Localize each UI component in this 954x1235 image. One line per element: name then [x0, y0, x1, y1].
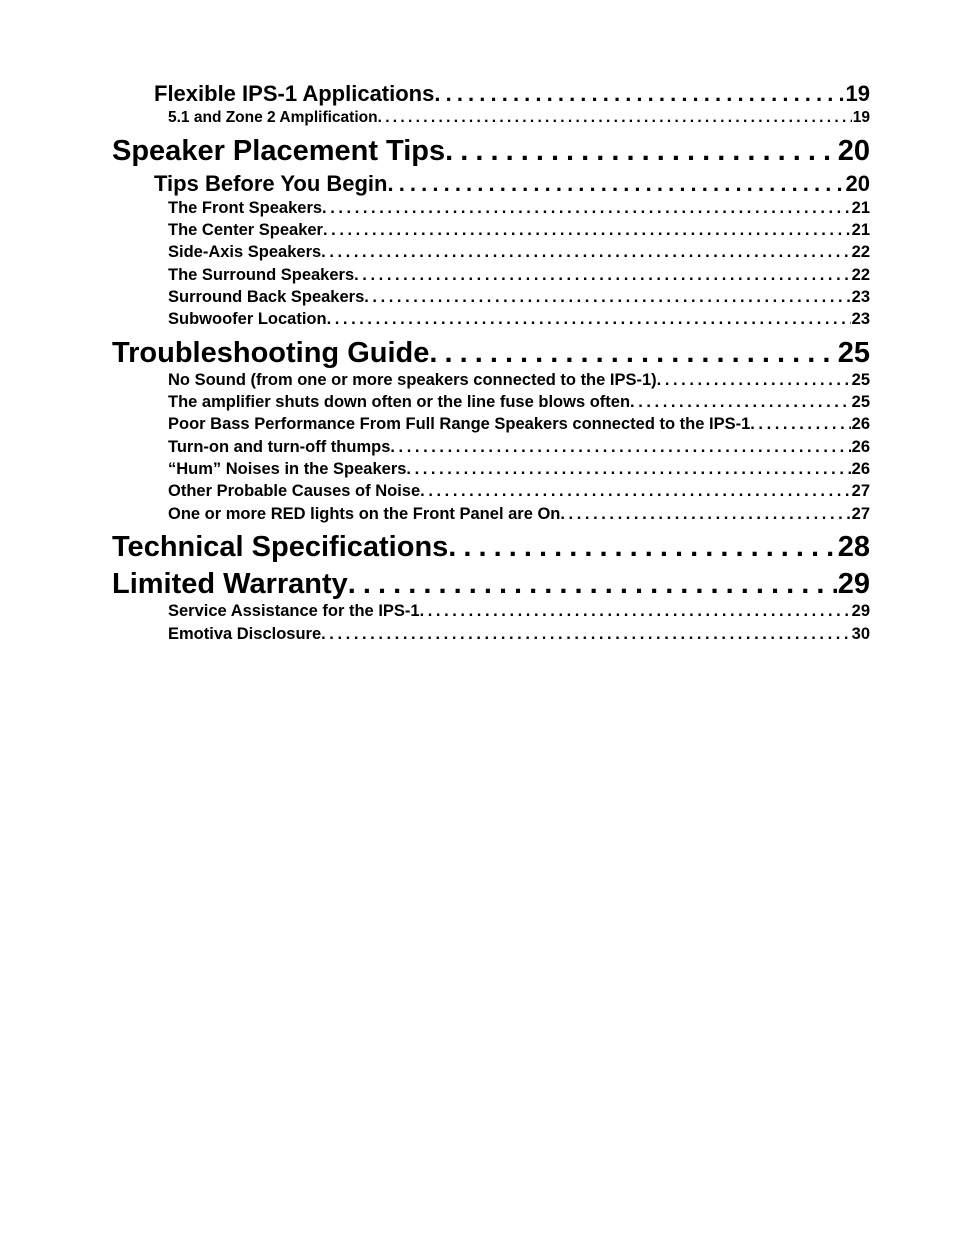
toc-entry-title: The amplifier shuts down often or the line fuse blows often [168, 393, 631, 411]
toc-dot-leader [323, 219, 851, 241]
toc-dot-leader [378, 107, 852, 129]
toc-entry-title: Surround Back Speakers [168, 288, 365, 306]
toc-entry-technical-specifications[interactable] [112, 529, 870, 565]
toc-dot-leader [387, 170, 844, 198]
toc-dot-leader [750, 413, 850, 435]
toc-entry-page: 22 [851, 243, 870, 261]
toc-entry-page: 22 [851, 266, 870, 284]
toc-dot-leader [429, 335, 836, 371]
toc-dot-leader [560, 503, 850, 525]
toc-entry-no-sound[interactable] [168, 369, 870, 391]
toc-entry-title: Turn-on and turn-off thumps [168, 438, 391, 456]
toc-entry-title: Technical Specifications [112, 531, 449, 563]
toc-dot-leader [448, 529, 836, 565]
toc-entry-page: 23 [851, 288, 870, 306]
toc-entry-troubleshooting-guide[interactable] [112, 335, 870, 371]
toc-entry-title: Troubleshooting Guide [112, 337, 430, 369]
toc-entry-title: The Surround Speakers [168, 266, 355, 284]
toc-entry-page: 30 [851, 625, 870, 643]
toc-entry-title: Limited Warranty [112, 568, 348, 600]
toc-dot-leader [348, 566, 837, 602]
toc-entry-5-1-zone-2-amplification[interactable] [168, 107, 870, 129]
toc-entry-limited-warranty[interactable] [112, 566, 870, 602]
toc-entry-other-causes-of-noise[interactable] [168, 480, 870, 502]
toc-entry-amplifier-shuts-down[interactable] [168, 391, 870, 413]
toc-entry-page: 29 [851, 602, 870, 620]
toc-entry-title: No Sound (from one or more speakers connected to the IPS-1) [168, 371, 657, 389]
toc-entry-page: 27 [851, 482, 870, 500]
toc-entry-title: Service Assistance for the IPS-1 [168, 602, 420, 620]
toc-entry-page: 23 [851, 310, 870, 328]
toc-entry-subwoofer-location[interactable] [168, 308, 870, 330]
toc-entry-title: The Center Speaker [168, 221, 323, 239]
toc-entry-page: 25 [837, 337, 870, 369]
toc-entry-page: 25 [851, 371, 870, 389]
toc-entry-title: Tips Before You Begin [154, 171, 388, 196]
toc-dot-leader [322, 197, 851, 219]
toc-entry-page: 19 [845, 81, 870, 106]
toc-entry-title: Subwoofer Location [168, 310, 327, 328]
toc-entry-surround-back-speakers[interactable] [168, 286, 870, 308]
toc-dot-leader [321, 623, 851, 645]
toc-entry-title: Speaker Placement Tips [112, 135, 446, 167]
toc-entry-page: 27 [851, 505, 870, 523]
toc-entry-page: 26 [851, 438, 870, 456]
toc-dot-leader [445, 133, 837, 169]
toc-entry-page: 20 [837, 135, 870, 167]
toc-dot-leader [630, 391, 851, 413]
toc-dot-leader [327, 308, 851, 330]
toc-entry-page: 26 [851, 460, 870, 478]
toc-entry-title: The Front Speakers [168, 199, 323, 217]
toc-entry-title: Side-Axis Speakers [168, 243, 322, 261]
toc-entry-page: 28 [837, 531, 870, 563]
toc-entry-service-assistance[interactable] [168, 600, 870, 622]
toc-dot-leader [321, 241, 850, 263]
toc-entry-title: Emotiva Disclosure [168, 625, 322, 643]
toc-entry-title: One or more RED lights on the Front Panel are On [168, 505, 561, 523]
toc-dot-leader [390, 436, 850, 458]
toc-dot-leader [434, 80, 844, 108]
toc-entry-page: 19 [852, 109, 870, 126]
toc-entry-red-lights-front-panel[interactable] [168, 503, 870, 525]
toc-entry-side-axis-speakers[interactable] [168, 241, 870, 263]
toc-entry-front-speakers[interactable] [168, 197, 870, 219]
toc-dot-leader [354, 264, 851, 286]
toc-dot-leader [657, 369, 851, 391]
toc-entry-emotiva-disclosure[interactable] [168, 623, 870, 645]
toc-dot-leader [420, 480, 850, 502]
toc-entry-hum-noises[interactable] [168, 458, 870, 480]
toc-entry-turn-on-turn-off-thumps[interactable] [168, 436, 870, 458]
toc-dot-leader [420, 600, 851, 622]
toc-entry-flexible-ips1-applications[interactable] [154, 80, 870, 108]
toc-dot-leader [364, 286, 850, 308]
toc-entry-page: 20 [845, 171, 870, 196]
toc-entry-tips-before-you-begin[interactable] [154, 170, 870, 198]
toc-entry-page: 21 [851, 221, 870, 239]
toc-entry-center-speaker[interactable] [168, 219, 870, 241]
toc-entry-page: 25 [851, 393, 870, 411]
toc-entry-speaker-placement-tips[interactable] [112, 133, 870, 169]
toc-entry-page: 26 [851, 415, 870, 433]
toc-entry-title: “Hum” Noises in the Speakers [168, 460, 407, 478]
toc-entry-title: 5.1 and Zone 2 Amplification [168, 109, 378, 126]
toc-entry-page: 21 [851, 199, 870, 217]
toc-entry-page: 29 [837, 568, 870, 600]
toc-entry-surround-speakers[interactable] [168, 264, 870, 286]
toc-dot-leader [406, 458, 850, 480]
toc-entry-title: Other Probable Causes of Noise [168, 482, 421, 500]
toc-entry-poor-bass-performance[interactable] [168, 413, 870, 435]
toc-entry-title: Poor Bass Performance From Full Range Speakers connected to the IPS-1 [168, 415, 751, 433]
toc-entry-title: Flexible IPS-1 Applications [154, 81, 435, 106]
